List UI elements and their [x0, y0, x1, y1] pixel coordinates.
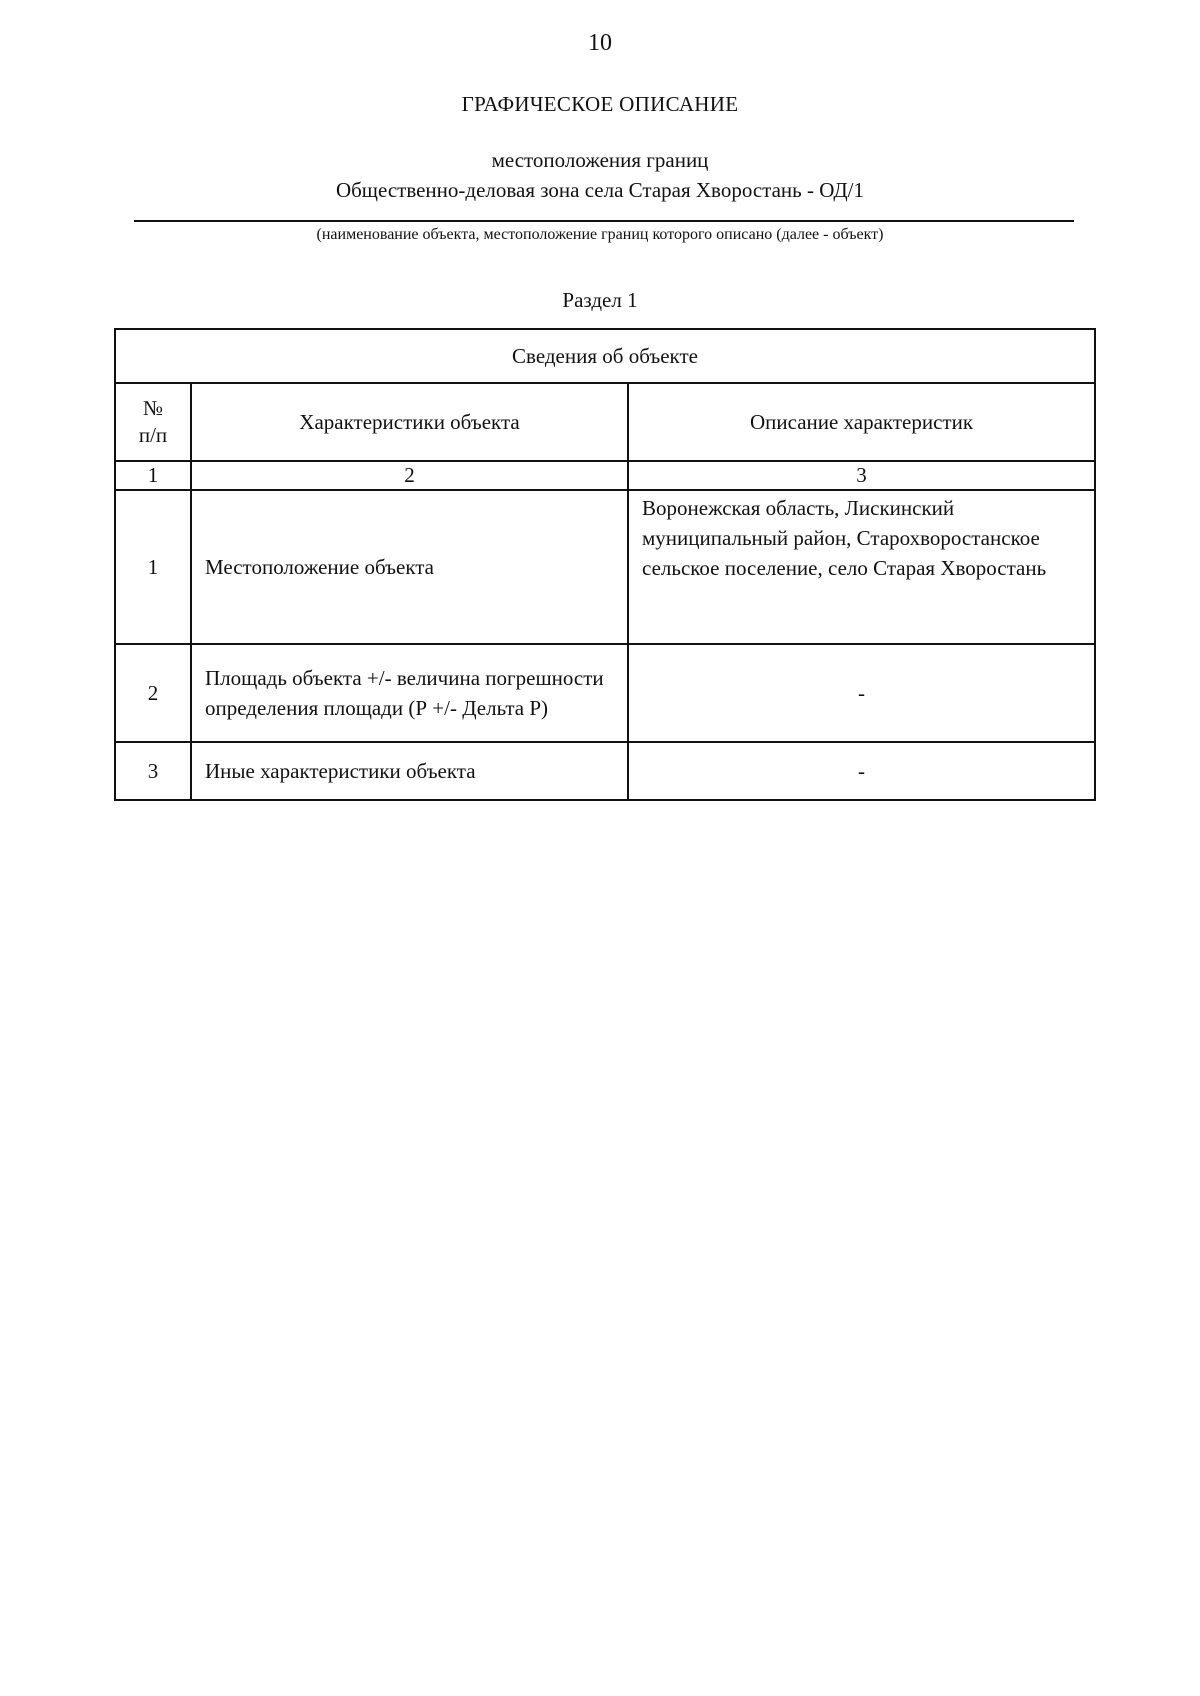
document-title: ГРАФИЧЕСКОЕ ОПИСАНИЕ: [461, 92, 739, 116]
column-number: 1: [115, 461, 191, 490]
column-number: 2: [191, 461, 628, 490]
column-numbering-row: [115, 461, 1095, 490]
row-description: -: [628, 742, 1095, 800]
header-number: [115, 383, 191, 461]
column-number: 3: [628, 461, 1095, 490]
table-caption-row: [115, 329, 1095, 383]
table-row: [115, 490, 1095, 644]
header-number-abbrev: п/п: [138, 423, 168, 447]
row-characteristic: Иные характеристики объекта: [191, 742, 628, 800]
table-row: [115, 742, 1095, 800]
row-number: 2: [115, 644, 191, 742]
table-header-row: [115, 383, 1095, 461]
row-characteristic: Площадь объекта +/- величина погрешности определения площади (Р +/- Дельта Р): [191, 644, 628, 742]
page-number: 10: [588, 30, 612, 56]
document-subtitle-line2: Общественно-деловая зона села Старая Хворостань - ОД/1: [335, 178, 865, 202]
header-number-symbol: №: [142, 396, 164, 420]
object-caption: (наименование объекта, местоположение границ которого описано (далее - объект): [316, 226, 884, 243]
object-info-table: [114, 328, 1096, 801]
row-characteristic: Местоположение объекта: [191, 490, 628, 644]
table-caption: Сведения об объекте: [115, 329, 1095, 383]
section-label: Раздел 1: [562, 288, 638, 312]
document-subtitle-line1: местоположения границ: [491, 148, 709, 172]
row-number: 1: [115, 490, 191, 644]
row-description: Воронежская область, Лискинский муниципальный район, Старохворостанское сельское поселение, село Старая Хворостань: [628, 490, 1095, 644]
header-characteristics: Характеристики объекта: [191, 383, 628, 461]
table-row: [115, 644, 1095, 742]
row-number: 3: [115, 742, 191, 800]
header-description: Описание характеристик: [628, 383, 1095, 461]
row-description: -: [628, 644, 1095, 742]
object-name-underline: [134, 220, 1074, 222]
